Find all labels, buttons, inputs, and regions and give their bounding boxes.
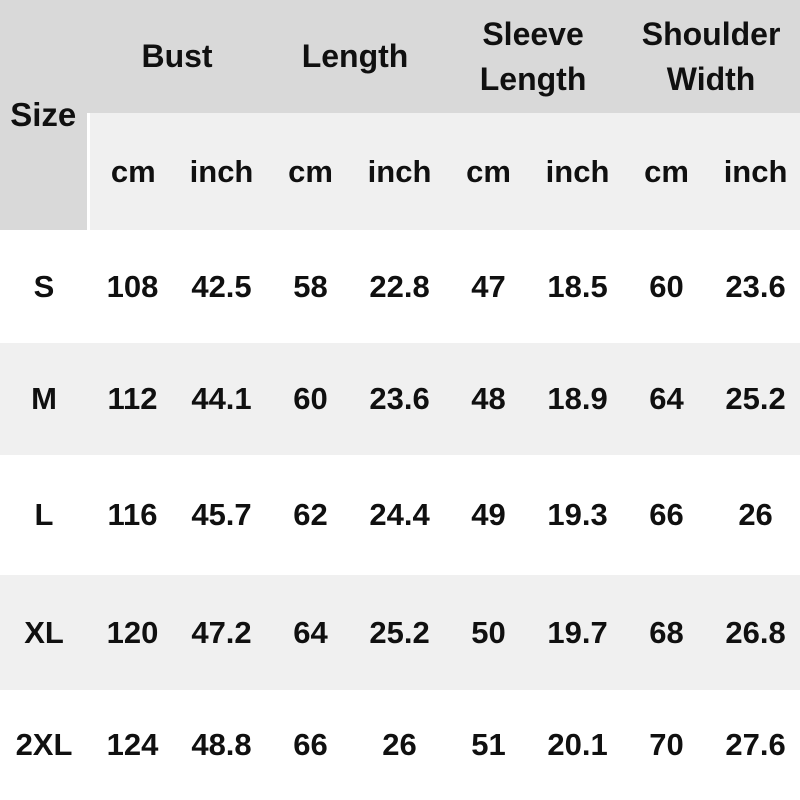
group-header-sleeve-length xyxy=(444,0,622,113)
value-cell: 48.8 xyxy=(177,690,266,800)
group-header-sleeve-length-line2: Length xyxy=(479,60,587,97)
value-cell: 25.2 xyxy=(711,343,800,455)
value-cell: 27.6 xyxy=(711,690,800,800)
value-cell: 116 xyxy=(88,455,177,575)
size-label: L xyxy=(0,455,88,575)
value-cell: 58 xyxy=(266,230,355,343)
table-row-l xyxy=(0,455,800,575)
table-row-xl xyxy=(0,575,800,690)
value-cell: 18.9 xyxy=(533,343,622,455)
value-cell: 48 xyxy=(444,343,533,455)
value-cell: 49 xyxy=(444,455,533,575)
value-cell: 70 xyxy=(622,690,711,800)
value-cell: 44.1 xyxy=(177,343,266,455)
value-cell: 68 xyxy=(622,575,711,690)
group-header-row xyxy=(0,0,800,113)
group-header-shoulder-width-line1: Shoulder xyxy=(641,15,781,52)
size-label: M xyxy=(0,343,88,455)
value-cell: 24.4 xyxy=(355,455,444,575)
unit-header-bust-inch: inch xyxy=(177,113,266,230)
value-cell: 47.2 xyxy=(177,575,266,690)
table-row-s xyxy=(0,230,800,343)
value-cell: 124 xyxy=(88,690,177,800)
size-label: 2XL xyxy=(0,690,88,800)
value-cell: 62 xyxy=(266,455,355,575)
size-corner-cell: Size xyxy=(0,0,88,230)
unit-header-sleeve-inch: inch xyxy=(533,113,622,230)
group-header-bust-label: Bust xyxy=(141,38,213,75)
group-header-bust xyxy=(88,0,266,113)
value-cell: 50 xyxy=(444,575,533,690)
value-cell: 26 xyxy=(711,455,800,575)
unit-header-row xyxy=(0,113,800,230)
group-header-sleeve-length-line1: Sleeve xyxy=(482,15,584,52)
value-cell: 22.8 xyxy=(355,230,444,343)
value-cell: 51 xyxy=(444,690,533,800)
value-cell: 26.8 xyxy=(711,575,800,690)
size-label: S xyxy=(0,230,88,343)
size-label: XL xyxy=(0,575,88,690)
group-header-shoulder-width-line2: Width xyxy=(666,60,756,97)
unit-header-shoulder-inch: inch xyxy=(711,113,800,230)
value-cell: 45.7 xyxy=(177,455,266,575)
value-cell: 26 xyxy=(355,690,444,800)
value-cell: 19.7 xyxy=(533,575,622,690)
value-cell: 66 xyxy=(266,690,355,800)
unit-header-shoulder-cm: cm xyxy=(622,113,711,230)
group-header-shoulder-width xyxy=(622,0,800,113)
value-cell: 47 xyxy=(444,230,533,343)
unit-header-bust-cm: cm xyxy=(88,113,177,230)
value-cell: 64 xyxy=(622,343,711,455)
value-cell: 19.3 xyxy=(533,455,622,575)
unit-header-sleeve-cm: cm xyxy=(444,113,533,230)
table-row-m xyxy=(0,343,800,455)
value-cell: 25.2 xyxy=(355,575,444,690)
value-cell: 66 xyxy=(622,455,711,575)
table-row-2xl xyxy=(0,690,800,800)
value-cell: 108 xyxy=(88,230,177,343)
unit-header-length-inch: inch xyxy=(355,113,444,230)
value-cell: 42.5 xyxy=(177,230,266,343)
value-cell: 23.6 xyxy=(711,230,800,343)
value-cell: 120 xyxy=(88,575,177,690)
value-cell: 64 xyxy=(266,575,355,690)
group-header-length-label: Length xyxy=(301,38,409,75)
unit-header-length-cm: cm xyxy=(266,113,355,230)
value-cell: 18.5 xyxy=(533,230,622,343)
value-cell: 60 xyxy=(622,230,711,343)
value-cell: 20.1 xyxy=(533,690,622,800)
value-cell: 23.6 xyxy=(355,343,444,455)
group-header-length xyxy=(266,0,444,113)
value-cell: 112 xyxy=(88,343,177,455)
value-cell: 60 xyxy=(266,343,355,455)
